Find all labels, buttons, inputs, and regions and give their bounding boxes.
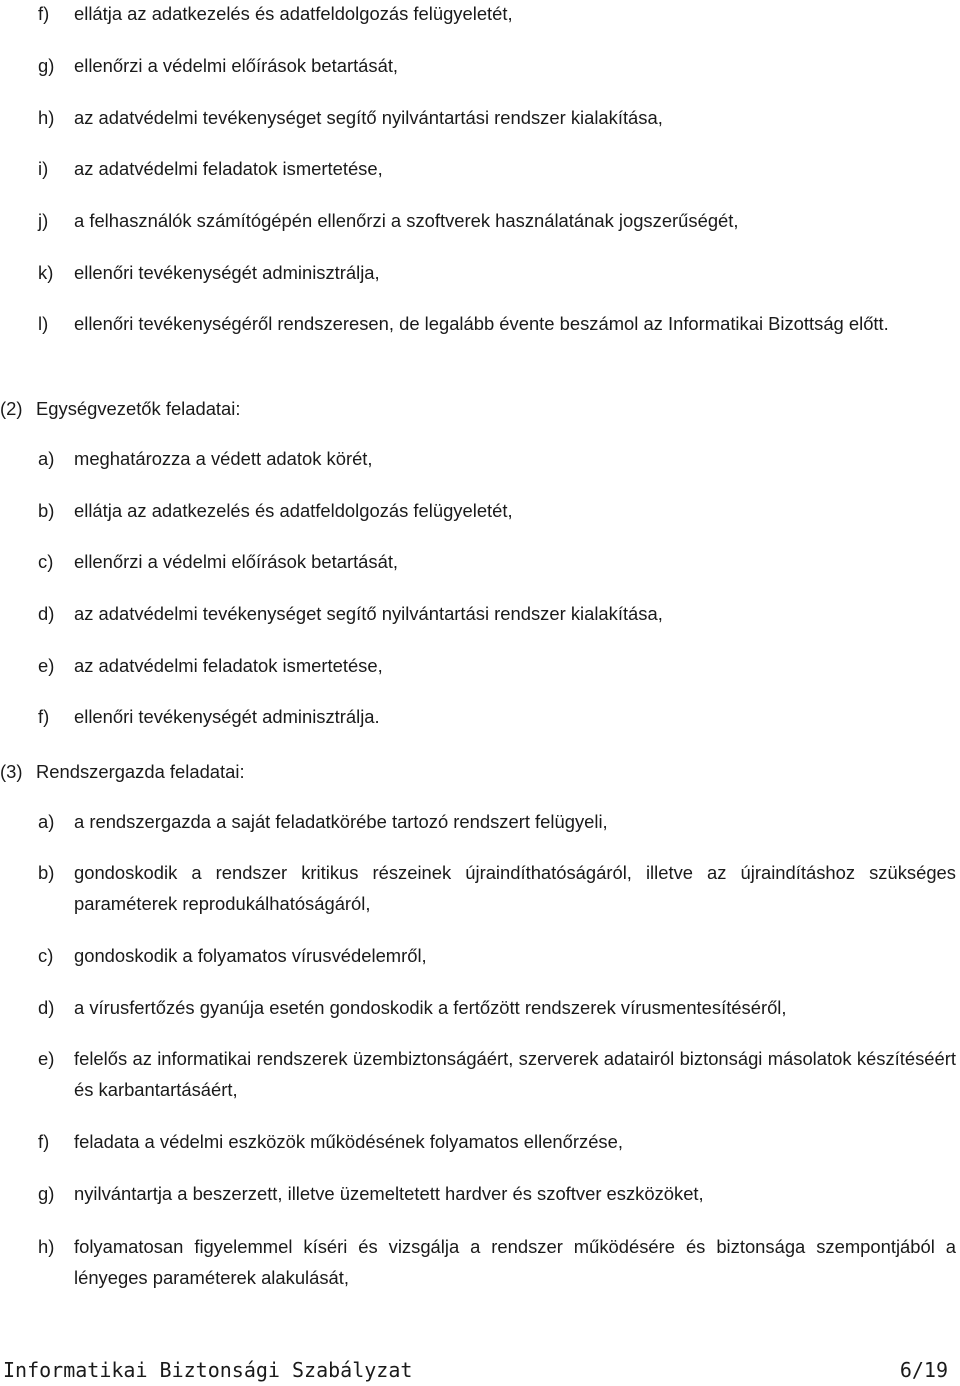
list-text: az adatvédelmi feladatok ismertetése,: [74, 655, 383, 676]
list-marker: k): [38, 262, 54, 283]
list-marker: c): [38, 551, 54, 572]
list-marker: f): [38, 706, 50, 727]
list-item: [38, 1178, 956, 1209]
list-item: [38, 940, 956, 971]
list-item: [38, 50, 956, 81]
list-item: [38, 153, 956, 184]
section-number: (3): [0, 761, 23, 782]
list-item: [38, 650, 956, 681]
page-footer: [3, 1356, 948, 1384]
list-item: [38, 992, 956, 1023]
list-marker: d): [38, 603, 55, 624]
list-marker: j): [38, 210, 49, 231]
list-marker: b): [38, 500, 55, 521]
list-item: [38, 546, 956, 577]
list-text: az adatvédelmi tevékenységet segítő nyilvántartási rendszer kialakítása,: [74, 107, 663, 128]
list-item: [38, 257, 956, 288]
list-marker: f): [38, 3, 50, 24]
list-item: [38, 806, 956, 837]
list-text: gondoskodik a rendszer kritikus részeinek újraindíthatóságáról, illetve az újraindításhoz szükséges paraméterek reprodukálhatóságáról,: [74, 862, 956, 914]
list-marker: i): [38, 158, 49, 179]
list-item: [38, 1126, 956, 1157]
list-text: az adatvédelmi feladatok ismertetése,: [74, 158, 383, 179]
list-item: [38, 1231, 956, 1293]
list-marker: f): [38, 1131, 50, 1152]
list-marker: c): [38, 945, 54, 966]
section-title: Rendszergazda feladatai:: [36, 761, 245, 782]
list-item: [38, 443, 956, 474]
list-item: [38, 495, 956, 526]
list-marker: l): [38, 313, 49, 334]
list-text: ellenőri tevékenységéről rendszeresen, de legalább évente beszámol az Informatikai Bizottság előtt.: [74, 313, 889, 334]
list-marker: h): [38, 107, 55, 128]
list-item: [38, 857, 956, 919]
list-marker: g): [38, 1183, 55, 1204]
list-text: ellátja az adatkezelés és adatfeldolgozás felügyeletét,: [74, 500, 513, 521]
list-text: az adatvédelmi tevékenységet segítő nyilvántartási rendszer kialakítása,: [74, 603, 663, 624]
list-marker: a): [38, 811, 55, 832]
section-title: Egységvezetők feladatai:: [36, 398, 241, 419]
list-item: [38, 0, 956, 29]
list-marker: e): [38, 655, 55, 676]
list-item: [38, 701, 956, 732]
list-marker: e): [38, 1048, 55, 1069]
list-item: [38, 598, 956, 629]
list-marker: h): [38, 1236, 55, 1257]
section-number: (2): [0, 398, 23, 419]
page-number: 6/19: [899, 1358, 948, 1382]
list-text: folyamatosan figyelemmel kíséri és vizsgálja a rendszer működésére és biztonsága szempontjából a lényeges paraméterek alakulását,: [74, 1236, 956, 1288]
list-text: feladata a védelmi eszközök működésének folyamatos ellenőrzése,: [74, 1131, 623, 1152]
list-marker: b): [38, 862, 55, 883]
list-text: ellenőrzi a védelmi előírások betartását,: [74, 55, 399, 76]
list-marker: a): [38, 448, 55, 469]
list-marker: d): [38, 997, 55, 1018]
list-text: a rendszergazda a saját feladatkörébe tartozó rendszert felügyeli,: [74, 811, 608, 832]
list-text: ellátja az adatkezelés és adatfeldolgozás felügyeletét,: [74, 3, 513, 24]
section-heading: [0, 756, 245, 787]
list-marker: g): [38, 55, 55, 76]
list-text: ellenőri tevékenységét adminisztrálja,: [74, 262, 380, 283]
section-heading: [0, 393, 240, 424]
list-text: a felhasználók számítógépén ellenőrzi a szoftverek használatának jogszerűségét,: [74, 210, 739, 231]
list-text: nyilvántartja a beszerzett, illetve üzemeltetett hardver és szoftver eszközöket,: [74, 1183, 704, 1204]
list-text: ellenőrzi a védelmi előírások betartását,: [74, 551, 399, 572]
list-text: gondoskodik a folyamatos vírusvédelemről,: [74, 945, 427, 966]
list-text: ellenőri tevékenységét adminisztrálja.: [74, 706, 380, 727]
list-text: a vírusfertőzés gyanúja esetén gondoskodik a fertőzött rendszerek vírusmentesítéséről,: [74, 997, 787, 1018]
list-item: [38, 1043, 956, 1105]
footer-title: Informatikai Biztonsági Szabályzat: [3, 1358, 413, 1382]
list-text: felelős az informatikai rendszerek üzembiztonságáért, szerverek adatairól biztonsági másolatok készítéséért és karbantartásáért,: [74, 1048, 956, 1100]
list-text: meghatározza a védett adatok körét,: [74, 448, 373, 469]
list-item: [38, 308, 956, 339]
list-item: [38, 205, 956, 236]
list-item: [38, 102, 956, 133]
